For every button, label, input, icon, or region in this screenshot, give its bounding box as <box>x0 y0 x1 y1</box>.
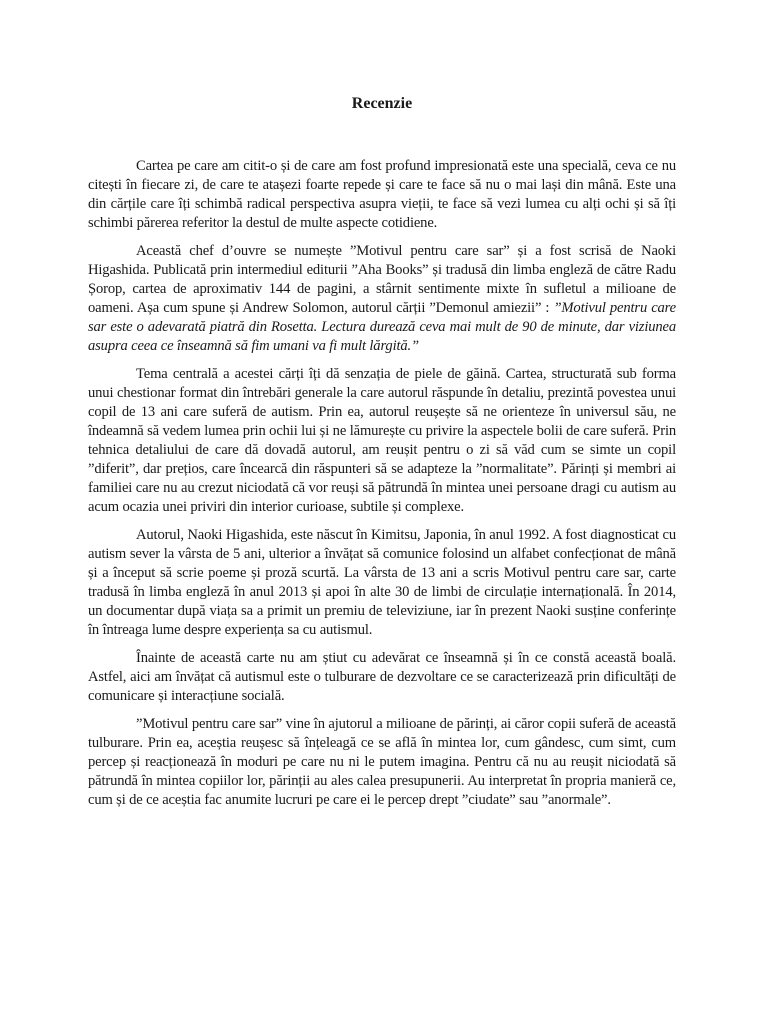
document-body <box>88 157 676 819</box>
paragraph-parents <box>88 715 676 810</box>
paragraph-text: Această chef d’ouvre se numește ”Motivul pentru care sar” și a fost scrisă de Naoki Higashida. Publicată prin intermediul editurii ”Aha Books” și tradusă din limba engleză de către Radu Șorop, cartea de aproximativ 144 de pagini, a stârnit sentimente mixte în sufletul a milioane de oameni. Așa cum spune și Andrew Solomon, autorul cărții ”Demonul amiezii” : <box>88 243 676 316</box>
paragraph-text: Înainte de această carte nu am știut cu adevărat ce înseamnă și în ce constă această boală. Astfel, aici am învățat că autismul este o tulburare de dezvoltare ce se caracterizează prin dificultăți de comunicare și interacțiune socială. <box>88 650 676 704</box>
paragraph-text: Cartea pe care am citit-o și de care am fost profund impresionată este una specială, ceva ce nu citești în fiecare zi, de care te atașezi foarte repede și care te face să nu o mai lași din mână. Este una din cărțile care îți schimbă radical perspectiva asupra vieții, te face să vezi lumea cu alți ochi și să îți schimbi părerea referitor la destul de multe aspecte cotidiene. <box>88 158 676 231</box>
paragraph-intro <box>88 157 676 233</box>
paragraph-theme <box>88 365 676 517</box>
paragraph-autism-definition <box>88 649 676 706</box>
document-title: Recenzie <box>351 95 413 112</box>
solomon-quote: ”Motivul pentru care sar este o adevarată piatră din Rosetta. Lectura durează ceva mai mult de 90 de minute, dar viziunea asupra ceea ce înseamnă să fim umani va fi mult lărgită.” <box>88 300 677 354</box>
paragraph-author <box>88 526 676 640</box>
paragraph-text: Autorul, Naoki Higashida, este născut în Kimitsu, Japonia, în anul 1992. A fost diagnosticat cu autism sever la vârsta de 5 ani, ulterior a învățat să comunice folosind un alfabet confecționat de mână și a început să scrie poeme și proză scurtă. La vârsta de 13 ani a scris Motivul pentru care sar, carte tradusă în limba engleză în anul 2013 și apoi în alte 30 de limbi de circulație internațională. În 2014, un documentar după viața sa a primit un premiu de televiziune, iar în prezent Naoki susține conferințe în întreaga lume despre experiența sa cu autismul. <box>88 527 676 638</box>
paragraph-text: Tema centrală a acestei cărți îți dă senzația de piele de găină. Cartea, structurată sub forma unui chestionar format din întrebări generale la care autorul răspunde în detaliu, prezintă povestea unui copil de 13 ani care suferă de autism. Prin ea, autorul reușește să ne orienteze în universul său, ne îndeamnă să vedem lumea prin ochii lui și ne lămurește cu privire la aspectele bolii de care suferă. Prin tehnica detaliului de care dă dovadă autorul, am reușit pentru o zi să văd cum se simte un copil ”diferit”, dar prețios, care încearcă din răspunteri să se adapteze la ”normalitate”. Părinți și membri ai familiei care nu au crezut niciodată că vor reuși să pătrundă în mintea unei persoane dragi cu autism au acum ocazia unei priviri din interior curioase, subtile și complexe. <box>88 366 676 515</box>
paragraph-book-details <box>88 242 676 356</box>
paragraph-text: ”Motivul pentru care sar” vine în ajutorul a milioane de părinți, ai căror copii suferă de această tulburare. Prin ea, aceștia reușesc să înțeleagă ce se află în mintea lor, cum gândesc, cum simt, cum percep și reacționează în moduri pe care nu ni le putem imagina. Pentru că nu au reușit niciodată să pătrundă în mintea copiilor lor, părinții au ales calea presupunerii. Au interpretat în propria manieră ce, cum și de ce aceștia fac anumite lucruri pe care ei le percep drept ”ciudate” sau ”anormale”. <box>88 716 676 808</box>
